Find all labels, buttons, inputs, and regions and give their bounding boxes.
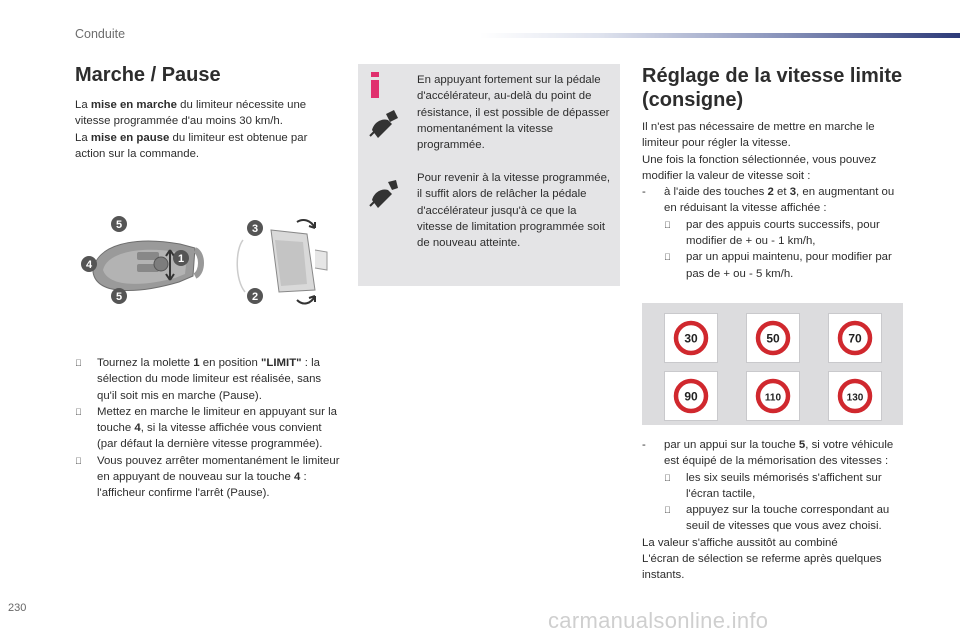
dash-marker: - (642, 186, 646, 199)
speed-tile-70 (828, 313, 882, 363)
list-item: - à l'aide des touches 2 et 3, en augmentant ou en réduisant la vitesse affichée : (642, 186, 895, 215)
list-item: Vous pouvez arrêter momentanément le limiteur en appuyant de nouveau sur la touche 4 : l'afficheur confirme l'arrêt (Pause). (75, 453, 340, 502)
speed-value: 110 (764, 392, 782, 404)
sub-list-item: appuyez sur la touche correspondant au seuil de vitesses que vous avez choisi. (664, 502, 910, 535)
paragraph: L'écran de sélection se referme après quelques instants. (642, 553, 882, 582)
sub-list-item: par des appuis courts successifs, pour modifier de + ou - 1 km/h, (664, 217, 907, 250)
svg-text:5: 5 (115, 219, 123, 231)
speed-tile-50 (746, 313, 800, 363)
svg-text:2: 2 (251, 291, 259, 303)
info-paragraph-1: En appuyant fortement sur la pédale d'accélérateur, au-delà du point de résistance, il est possible de dépasser momentanément la vitesse programmée. (417, 74, 610, 152)
speed-limit-sign-icon (673, 320, 709, 356)
speed-tile-30 (664, 313, 718, 363)
intro-paragraph-left (75, 97, 335, 162)
label-1 (173, 250, 189, 266)
speed-tile-110 (746, 371, 800, 421)
intro-line-1: La mise en marche du limiteur nécessite une vitesse programmée d'au moins 30 km/h. (75, 99, 307, 128)
bullet-marker (75, 355, 97, 371)
bullet-marker (75, 404, 97, 420)
speed-threshold-panel (642, 303, 903, 425)
svg-text:1: 1 (177, 253, 185, 265)
info-icon (368, 72, 382, 98)
list-item: Tournez la molette 1 en position "LIMIT" : la sélection du mode limiteur est réalisée, sans qu'il soit mis en marche (Pause). (75, 355, 340, 404)
svg-text:5: 5 (115, 291, 123, 303)
speed-value: 50 (766, 331, 780, 346)
foot-release-icon (366, 178, 400, 212)
label-5-bottom (111, 288, 127, 304)
limiter-control-illustration (75, 200, 331, 318)
sub-list-item: par un appui maintenu, pour modifier par pas de + ou - 5 km/h. (664, 249, 907, 282)
paragraph: Il n'est pas nécessaire de mettre en marche le limiteur pour régler la vitesse. (642, 121, 875, 150)
section-label: Conduite (75, 27, 126, 41)
bullet-marker (664, 249, 686, 265)
watermark: carmanualsonline.info (548, 608, 769, 633)
sub-list-item: les six seuils mémorisés s'affichent sur l'écran tactile, (664, 470, 910, 503)
section-title-reglage: Réglage de la vitesse limite (consigne) (642, 65, 903, 111)
list-item: - par un appui sur la touche 5, si votre véhicule est équipé de la mémorisation des vitesses : (642, 439, 894, 468)
speed-tile-130 (828, 371, 882, 421)
paragraph: La valeur s'affiche aussitôt au combiné (642, 536, 838, 549)
instructions-list-left (75, 355, 340, 502)
svg-text:3: 3 (251, 223, 259, 235)
header-bar (480, 33, 960, 38)
svg-text:4: 4 (85, 259, 93, 271)
speed-value: 70 (848, 331, 862, 346)
speed-limit-sign-icon (755, 378, 791, 414)
label-4 (81, 256, 97, 272)
paragraph: Une fois la fonction sélectionnée, vous pouvez modifier la valeur de vitesse soit : (642, 153, 877, 182)
section-title-marche-pause: Marche / Pause (75, 64, 221, 86)
info-paragraph-2: Pour revenir à la vitesse programmée, il suffit alors de relâcher la pédale d'accélérateur jusqu'à ce que la vitesse de limitation programmée soit de nouveau atteinte. (417, 172, 611, 250)
speed-limit-sign-icon (837, 378, 873, 414)
settings-text-bottom (642, 437, 910, 584)
intro-line-2: La mise en pause du limiteur est obtenue par action sur la commande. (75, 131, 308, 160)
label-3 (247, 220, 263, 236)
speed-limit-sign-icon (837, 320, 873, 356)
page-number: 230 (8, 602, 27, 614)
settings-text-top (642, 119, 907, 282)
bullet-marker (75, 453, 97, 469)
bullet-marker (664, 502, 686, 518)
speed-value: 30 (684, 331, 698, 346)
stalk-diagram (75, 200, 331, 318)
speed-limit-sign-icon (755, 320, 791, 356)
label-5-top (111, 216, 127, 232)
speed-limit-sign-icon (673, 378, 709, 414)
speed-value: 90 (684, 389, 698, 404)
bullet-marker (664, 217, 686, 233)
bullet-marker (664, 470, 686, 486)
foot-pedal-icon (366, 108, 400, 142)
dash-marker: - (642, 439, 646, 451)
thumbwheel-1 (154, 257, 168, 271)
list-item: Mettez en marche le limiteur en appuyant sur la touche 4, si la vitesse affichée vous convient (par défaut la dernière vitesse programmée). (75, 404, 340, 453)
speed-value: 130 (846, 392, 864, 404)
speed-tile-90 (664, 371, 718, 421)
label-2 (247, 288, 263, 304)
